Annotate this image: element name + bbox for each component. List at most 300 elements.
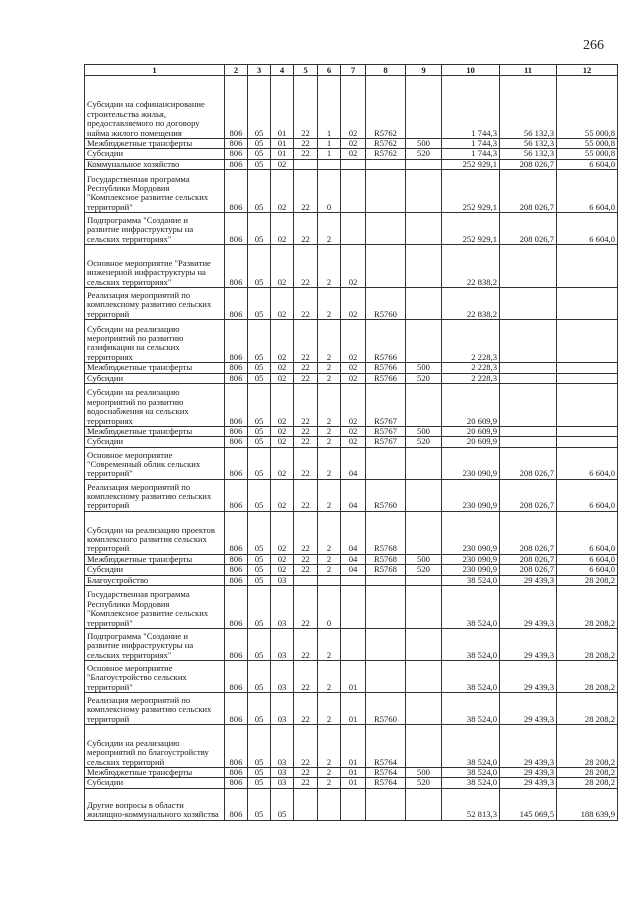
cell-amount-1: 230 090,9 [442, 479, 500, 511]
cell-section: 05 [248, 373, 271, 383]
cell-subprogram: 2 [318, 511, 341, 554]
cell-section: 05 [248, 725, 271, 768]
cell-name: Реализация мероприятий по комплексному развитию сельских территорий [85, 288, 225, 320]
cell-section: 05 [248, 447, 271, 479]
cell-program: 22 [294, 554, 318, 564]
cell-program: 22 [294, 363, 318, 373]
cell-section: 05 [248, 139, 271, 149]
cell-amount-2 [500, 427, 557, 437]
table-row [85, 213, 618, 245]
cell-subsection: 03 [271, 661, 294, 693]
cell-amount-1: 52 813,3 [442, 788, 500, 820]
cell-expense-type [406, 479, 442, 511]
cell-expense-type: 520 [406, 373, 442, 383]
cell-direction: R5766 [366, 373, 406, 383]
cell-subprogram: 2 [318, 437, 341, 447]
cell-amount-1: 20 609,9 [442, 384, 500, 427]
cell-subsection: 02 [271, 511, 294, 554]
cell-amount-3: 28 208,2 [557, 768, 618, 778]
cell-subprogram: 1 [318, 76, 341, 139]
cell-amount-2: 29 439,3 [500, 575, 557, 585]
cell-program: 22 [294, 661, 318, 693]
cell-expense-type: 520 [406, 778, 442, 788]
column-header: 6 [318, 65, 341, 76]
cell-amount-1: 230 090,9 [442, 511, 500, 554]
cell-expense-type [406, 288, 442, 320]
cell-direction: R5762 [366, 76, 406, 139]
cell-amount-2: 29 439,3 [500, 586, 557, 629]
cell-subsection: 02 [271, 565, 294, 575]
cell-activity: 02 [341, 76, 366, 139]
cell-activity: 02 [341, 139, 366, 149]
cell-program: 22 [294, 629, 318, 661]
cell-amount-3: 55 000,8 [557, 76, 618, 139]
cell-amount-1: 252 929,1 [442, 170, 500, 213]
cell-program: 22 [294, 479, 318, 511]
cell-expense-type [406, 159, 442, 169]
table-row [85, 245, 618, 288]
cell-direction: R5764 [366, 768, 406, 778]
cell-expense-type: 500 [406, 554, 442, 564]
cell-expense-type [406, 511, 442, 554]
cell-name: Субсидии на реализацию мероприятий по благоустройству сельских территорий [85, 725, 225, 768]
cell-direction [366, 629, 406, 661]
cell-name: Межбюджетные трансферты [85, 554, 225, 564]
cell-direction: R5767 [366, 427, 406, 437]
cell-amount-1: 22 838,2 [442, 288, 500, 320]
cell-name: Благоустройство [85, 575, 225, 585]
table-row [85, 693, 618, 725]
table-row [85, 479, 618, 511]
cell-activity: 04 [341, 447, 366, 479]
table-row [85, 427, 618, 437]
cell-subprogram: 2 [318, 693, 341, 725]
page-number: 266 [583, 38, 604, 53]
cell-expense-type: 500 [406, 427, 442, 437]
cell-activity [341, 159, 366, 169]
cell-subsection: 03 [271, 768, 294, 778]
cell-amount-2: 208 026,7 [500, 554, 557, 564]
cell-section: 05 [248, 363, 271, 373]
cell-direction: R5767 [366, 437, 406, 447]
cell-subprogram: 2 [318, 661, 341, 693]
cell-amount-3 [557, 320, 618, 363]
cell-program: 22 [294, 437, 318, 447]
cell-subprogram: 2 [318, 725, 341, 768]
cell-amount-3: 6 604,0 [557, 479, 618, 511]
cell-amount-1: 20 609,9 [442, 437, 500, 447]
cell-amount-2 [500, 245, 557, 288]
cell-expense-type: 500 [406, 363, 442, 373]
cell-ministry: 806 [225, 554, 248, 564]
cell-subsection: 01 [271, 149, 294, 159]
cell-subprogram: 2 [318, 384, 341, 427]
cell-amount-1: 38 524,0 [442, 575, 500, 585]
cell-program: 22 [294, 373, 318, 383]
cell-program: 22 [294, 288, 318, 320]
cell-section: 05 [248, 586, 271, 629]
cell-section: 05 [248, 384, 271, 427]
cell-section: 05 [248, 288, 271, 320]
cell-amount-2 [500, 320, 557, 363]
cell-subprogram: 2 [318, 768, 341, 778]
cell-section: 05 [248, 788, 271, 820]
table-row [85, 565, 618, 575]
cell-subsection: 02 [271, 437, 294, 447]
cell-amount-3 [557, 373, 618, 383]
cell-program [294, 788, 318, 820]
column-header: 11 [500, 65, 557, 76]
cell-ministry: 806 [225, 213, 248, 245]
cell-subsection: 02 [271, 213, 294, 245]
cell-name: Субсидии [85, 778, 225, 788]
cell-ministry: 806 [225, 447, 248, 479]
cell-section: 05 [248, 149, 271, 159]
cell-expense-type: 520 [406, 437, 442, 447]
cell-activity: 01 [341, 693, 366, 725]
column-header: 10 [442, 65, 500, 76]
cell-ministry: 806 [225, 139, 248, 149]
cell-amount-2 [500, 363, 557, 373]
cell-name: Основное мероприятие "Благоустройство сельских территорий" [85, 661, 225, 693]
cell-program: 22 [294, 725, 318, 768]
cell-expense-type [406, 170, 442, 213]
column-header: 8 [366, 65, 406, 76]
cell-subsection: 01 [271, 76, 294, 139]
table-row [85, 661, 618, 693]
cell-amount-3: 28 208,2 [557, 575, 618, 585]
cell-ministry: 806 [225, 575, 248, 585]
cell-amount-2: 29 439,3 [500, 768, 557, 778]
column-header: 5 [294, 65, 318, 76]
table-row [85, 320, 618, 363]
cell-amount-1: 38 524,0 [442, 586, 500, 629]
cell-amount-3: 55 000,8 [557, 139, 618, 149]
cell-amount-1: 2 228,3 [442, 363, 500, 373]
cell-section: 05 [248, 629, 271, 661]
cell-direction [366, 447, 406, 479]
cell-direction [366, 170, 406, 213]
cell-amount-2: 208 026,7 [500, 479, 557, 511]
cell-activity: 02 [341, 320, 366, 363]
cell-program: 22 [294, 213, 318, 245]
cell-expense-type [406, 76, 442, 139]
cell-ministry: 806 [225, 384, 248, 427]
cell-direction: R5760 [366, 693, 406, 725]
table-row [85, 575, 618, 585]
cell-expense-type: 500 [406, 139, 442, 149]
cell-ministry: 806 [225, 768, 248, 778]
cell-amount-1: 22 838,2 [442, 245, 500, 288]
column-header: 7 [341, 65, 366, 76]
cell-amount-1: 252 929,1 [442, 213, 500, 245]
table-row [85, 725, 618, 768]
table-row [85, 629, 618, 661]
table-row [85, 373, 618, 383]
cell-amount-2 [500, 288, 557, 320]
cell-subsection: 03 [271, 693, 294, 725]
cell-amount-1: 1 744,3 [442, 139, 500, 149]
cell-amount-1: 230 090,9 [442, 554, 500, 564]
cell-subprogram: 0 [318, 170, 341, 213]
cell-activity: 04 [341, 479, 366, 511]
table-row [85, 288, 618, 320]
cell-amount-3: 6 604,0 [557, 170, 618, 213]
table-row [85, 437, 618, 447]
cell-direction: R5762 [366, 149, 406, 159]
cell-expense-type [406, 788, 442, 820]
cell-amount-3: 6 604,0 [557, 565, 618, 575]
cell-program: 22 [294, 139, 318, 149]
cell-name: Государственная программа Республики Мордовия "Комплексное развитие сельских территорий" [85, 170, 225, 213]
cell-amount-3 [557, 363, 618, 373]
cell-expense-type [406, 725, 442, 768]
cell-amount-1: 2 228,3 [442, 320, 500, 363]
cell-amount-1: 2 228,3 [442, 373, 500, 383]
cell-amount-2: 29 439,3 [500, 629, 557, 661]
cell-subsection: 03 [271, 629, 294, 661]
cell-activity: 01 [341, 725, 366, 768]
cell-section: 05 [248, 661, 271, 693]
table-row [85, 170, 618, 213]
cell-amount-3: 28 208,2 [557, 586, 618, 629]
cell-activity: 01 [341, 661, 366, 693]
cell-program: 22 [294, 245, 318, 288]
cell-expense-type [406, 575, 442, 585]
cell-activity [341, 586, 366, 629]
cell-amount-3: 28 208,2 [557, 725, 618, 768]
cell-subsection: 03 [271, 586, 294, 629]
cell-ministry: 806 [225, 479, 248, 511]
cell-amount-3 [557, 427, 618, 437]
cell-amount-2: 208 026,7 [500, 213, 557, 245]
cell-amount-2: 29 439,3 [500, 778, 557, 788]
cell-name: Субсидии на реализацию проектов комплексного развития сельских территорий [85, 511, 225, 554]
column-header: 9 [406, 65, 442, 76]
cell-section: 05 [248, 575, 271, 585]
cell-direction [366, 586, 406, 629]
cell-activity: 04 [341, 554, 366, 564]
cell-program: 22 [294, 693, 318, 725]
cell-amount-2: 208 026,7 [500, 511, 557, 554]
cell-program: 22 [294, 447, 318, 479]
cell-amount-1: 230 090,9 [442, 447, 500, 479]
cell-subprogram: 0 [318, 586, 341, 629]
cell-expense-type [406, 693, 442, 725]
cell-expense-type [406, 447, 442, 479]
cell-subsection: 03 [271, 778, 294, 788]
cell-expense-type [406, 629, 442, 661]
cell-amount-3: 6 604,0 [557, 447, 618, 479]
cell-section: 05 [248, 213, 271, 245]
cell-amount-1: 38 524,0 [442, 661, 500, 693]
cell-direction [366, 788, 406, 820]
cell-expense-type: 500 [406, 768, 442, 778]
cell-expense-type [406, 586, 442, 629]
cell-amount-3: 6 604,0 [557, 213, 618, 245]
cell-amount-2 [500, 384, 557, 427]
cell-amount-3 [557, 288, 618, 320]
cell-program: 22 [294, 778, 318, 788]
cell-subprogram: 2 [318, 629, 341, 661]
cell-activity: 02 [341, 437, 366, 447]
cell-amount-1: 38 524,0 [442, 725, 500, 768]
cell-subsection: 02 [271, 170, 294, 213]
cell-ministry: 806 [225, 427, 248, 437]
cell-name: Реализация мероприятий по комплексному развитию сельских территорий [85, 479, 225, 511]
cell-ministry: 806 [225, 437, 248, 447]
cell-direction [366, 245, 406, 288]
table-row [85, 363, 618, 373]
table-row [85, 76, 618, 139]
cell-name: Субсидии [85, 565, 225, 575]
column-header: 12 [557, 65, 618, 76]
cell-activity [341, 629, 366, 661]
column-header: 2 [225, 65, 248, 76]
cell-program: 22 [294, 565, 318, 575]
cell-subsection: 05 [271, 788, 294, 820]
cell-name: Коммунальное хозяйство [85, 159, 225, 169]
cell-amount-3 [557, 437, 618, 447]
cell-expense-type: 520 [406, 149, 442, 159]
cell-amount-2: 29 439,3 [500, 693, 557, 725]
cell-name: Основное мероприятие "Современный облик сельских территорий" [85, 447, 225, 479]
cell-direction: R5768 [366, 565, 406, 575]
cell-amount-3: 28 208,2 [557, 693, 618, 725]
cell-direction: R5764 [366, 778, 406, 788]
cell-direction: R5766 [366, 320, 406, 363]
cell-subprogram: 2 [318, 245, 341, 288]
cell-expense-type [406, 213, 442, 245]
cell-subsection: 02 [271, 245, 294, 288]
cell-name: Субсидии на реализацию мероприятий по развитию водоснабжения на сельских территориях [85, 384, 225, 427]
cell-ministry: 806 [225, 725, 248, 768]
cell-section: 05 [248, 778, 271, 788]
cell-activity [341, 788, 366, 820]
cell-direction: R5764 [366, 725, 406, 768]
cell-amount-1: 38 524,0 [442, 768, 500, 778]
cell-ministry: 806 [225, 693, 248, 725]
cell-subsection: 02 [271, 373, 294, 383]
cell-direction [366, 575, 406, 585]
cell-subprogram: 2 [318, 565, 341, 575]
cell-amount-2: 208 026,7 [500, 447, 557, 479]
cell-subprogram [318, 159, 341, 169]
cell-amount-2: 29 439,3 [500, 725, 557, 768]
cell-amount-3 [557, 245, 618, 288]
cell-name: Государственная программа Республики Мордовия "Комплексное развитие сельских территорий" [85, 586, 225, 629]
cell-section: 05 [248, 159, 271, 169]
cell-subsection: 02 [271, 554, 294, 564]
cell-subsection: 02 [271, 288, 294, 320]
cell-section: 05 [248, 427, 271, 437]
cell-direction [366, 159, 406, 169]
cell-amount-3: 6 604,0 [557, 511, 618, 554]
budget-table [84, 64, 618, 821]
cell-subprogram: 2 [318, 778, 341, 788]
cell-amount-2: 56 132,3 [500, 139, 557, 149]
cell-name: Другие вопросы в области жилищно-коммунального хозяйства [85, 788, 225, 820]
cell-subprogram: 1 [318, 139, 341, 149]
cell-subprogram: 2 [318, 554, 341, 564]
cell-activity: 01 [341, 768, 366, 778]
cell-section: 05 [248, 479, 271, 511]
cell-expense-type [406, 245, 442, 288]
cell-activity: 04 [341, 511, 366, 554]
cell-section: 05 [248, 554, 271, 564]
cell-ministry: 806 [225, 778, 248, 788]
table-row [85, 511, 618, 554]
table-row [85, 159, 618, 169]
cell-amount-1: 20 609,9 [442, 427, 500, 437]
cell-activity: 02 [341, 245, 366, 288]
cell-subprogram [318, 788, 341, 820]
cell-ministry: 806 [225, 363, 248, 373]
cell-program: 22 [294, 170, 318, 213]
table-row [85, 384, 618, 427]
cell-amount-3: 28 208,2 [557, 778, 618, 788]
cell-direction: R5760 [366, 479, 406, 511]
table-header [85, 65, 618, 76]
cell-ministry: 806 [225, 170, 248, 213]
cell-direction: R5766 [366, 363, 406, 373]
cell-subprogram: 2 [318, 447, 341, 479]
cell-ministry: 806 [225, 76, 248, 139]
cell-ministry: 806 [225, 159, 248, 169]
cell-section: 05 [248, 693, 271, 725]
cell-subprogram: 2 [318, 363, 341, 373]
cell-ministry: 806 [225, 373, 248, 383]
cell-subprogram: 2 [318, 213, 341, 245]
cell-amount-3: 6 604,0 [557, 159, 618, 169]
cell-amount-2: 208 026,7 [500, 565, 557, 575]
cell-name: Подпрограмма "Создание и развитие инфраструктуры на сельских территориях" [85, 213, 225, 245]
cell-activity: 02 [341, 288, 366, 320]
cell-program: 22 [294, 149, 318, 159]
cell-program: 22 [294, 768, 318, 778]
cell-subprogram [318, 575, 341, 585]
cell-activity: 02 [341, 363, 366, 373]
cell-direction [366, 661, 406, 693]
cell-program: 22 [294, 427, 318, 437]
table-row [85, 149, 618, 159]
table-body [85, 76, 618, 821]
cell-amount-1: 230 090,9 [442, 565, 500, 575]
cell-name: Межбюджетные трансферты [85, 139, 225, 149]
cell-activity [341, 213, 366, 245]
cell-program: 22 [294, 586, 318, 629]
cell-subsection: 02 [271, 384, 294, 427]
table-row [85, 554, 618, 564]
cell-amount-2: 145 069,5 [500, 788, 557, 820]
cell-subprogram: 2 [318, 373, 341, 383]
cell-amount-2: 56 132,3 [500, 149, 557, 159]
cell-activity: 02 [341, 373, 366, 383]
cell-subprogram: 2 [318, 427, 341, 437]
cell-subprogram: 2 [318, 288, 341, 320]
table-row [85, 788, 618, 820]
cell-amount-3: 55 000,8 [557, 149, 618, 159]
cell-program: 22 [294, 384, 318, 427]
cell-name: Субсидии [85, 437, 225, 447]
cell-section: 05 [248, 320, 271, 363]
cell-subsection: 02 [271, 320, 294, 363]
cell-section: 05 [248, 511, 271, 554]
cell-ministry: 806 [225, 320, 248, 363]
cell-name: Основное мероприятие "Развитие инженерной инфраструктуры на сельских территориях" [85, 245, 225, 288]
cell-amount-3: 6 604,0 [557, 554, 618, 564]
cell-section: 05 [248, 565, 271, 575]
